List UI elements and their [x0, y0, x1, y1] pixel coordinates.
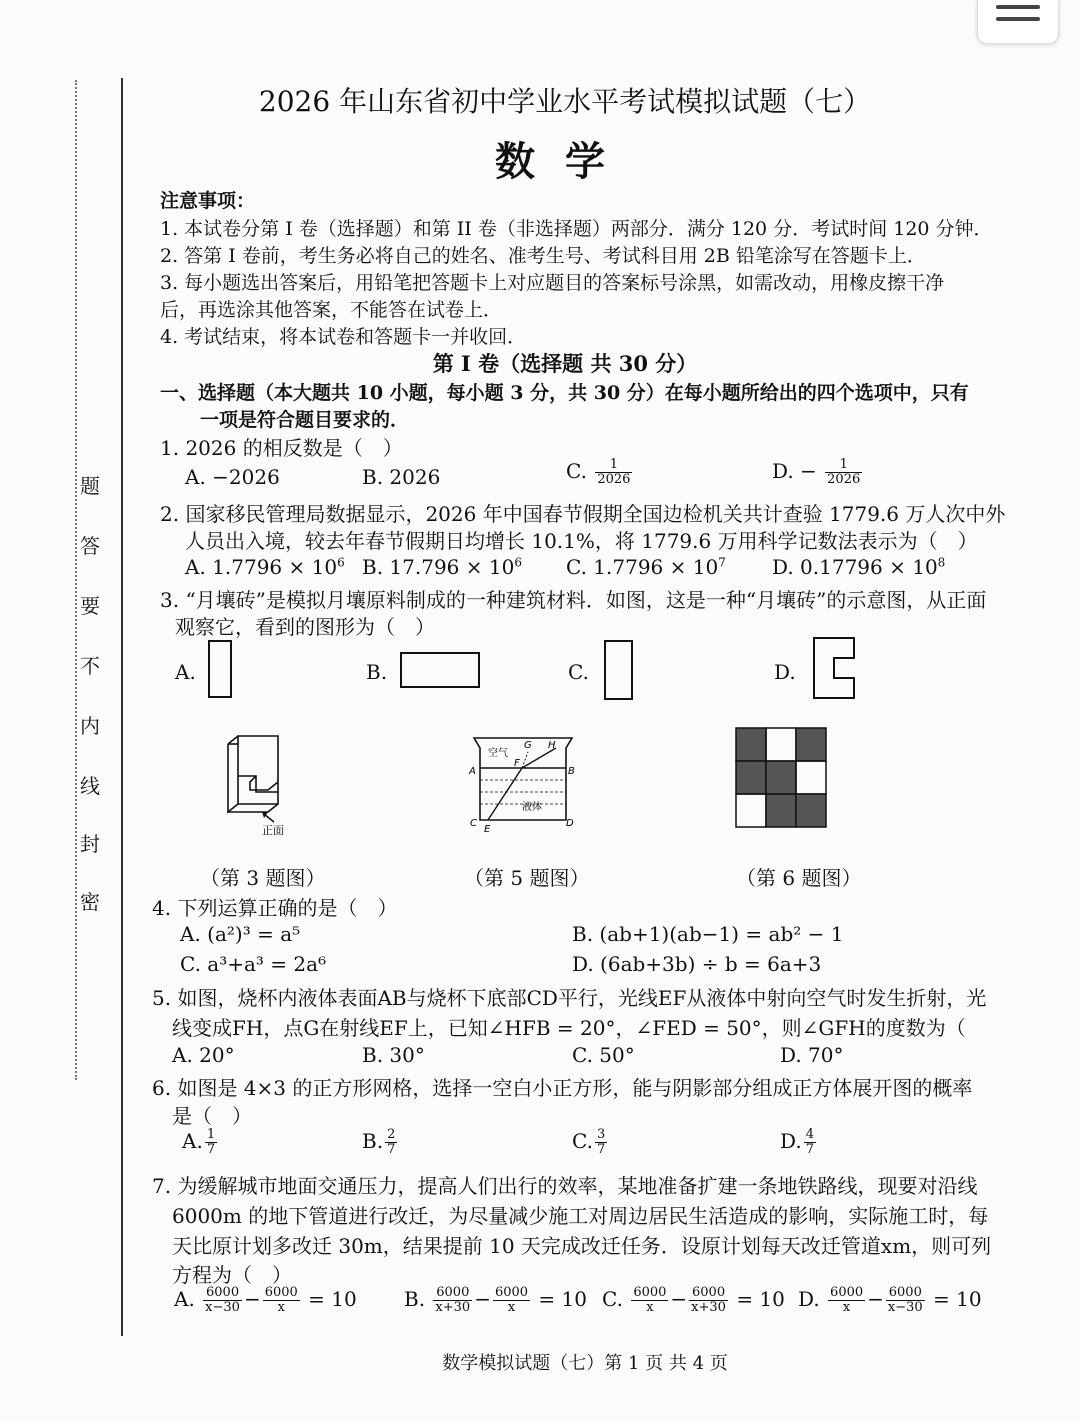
section-title: 第 I 卷（选择题 共 30 分）	[432, 351, 698, 376]
q2-d-base: D. 0.17796 × 10	[772, 555, 938, 579]
numerator: 6000	[494, 1285, 529, 1300]
q3-option-a[interactable]	[175, 660, 196, 684]
q2-a-base: A. 1.7796 × 10	[185, 555, 338, 579]
q2-b-base: B. 17.796 × 10	[362, 555, 515, 579]
figure-6-grid	[734, 726, 830, 828]
fraction	[825, 458, 862, 487]
grid-cell-shaded	[796, 728, 826, 761]
q6-c-prefix: C.	[572, 1129, 593, 1153]
binding-char: 答	[80, 534, 100, 558]
q2-stem-line: 人员出入境，较去年春节假期日均增长 10.1%，将 1779.6 万用科学记数法表示为（ ）	[185, 529, 978, 553]
q7-c-prefix: C.	[602, 1287, 623, 1311]
binding-char: 要	[80, 594, 100, 618]
q5-stem-line: 5. 如图，烧杯内液体表面AB与烧杯下底部CD平行，光线EF从液体中射向空气时发生折射，光	[152, 986, 987, 1010]
q2-option-b[interactable]	[362, 555, 522, 579]
q2-option-a[interactable]	[185, 555, 345, 579]
q6-d-prefix: D.	[780, 1129, 802, 1153]
figure-6-caption: （第 6 题图）	[736, 866, 862, 890]
numerator: 6000	[433, 1286, 472, 1301]
grid-cell-shaded	[766, 794, 796, 827]
q3-option-d[interactable]	[774, 660, 796, 684]
q7-option-d[interactable]: D. $\frac{6000}{x}$ − $\frac{6000}{x-30}$ = 10	[798, 1285, 982, 1315]
grid-cell	[796, 761, 826, 794]
fraction	[385, 1128, 397, 1157]
q4-option-a[interactable]: A. (a²)³ = a⁵	[180, 922, 301, 946]
q3-d-shape	[812, 636, 858, 702]
numerator: 2	[387, 1127, 396, 1142]
q1-option-b[interactable]: B. 2026	[362, 465, 441, 489]
q3-a-shape	[208, 640, 234, 700]
q7-stem-line: 天比原计划多改迁 30m，结果提前 10 天完成改迁任务．设原计划每天改迁管道xm，则可列	[172, 1234, 992, 1258]
figure-3-front-label: 正面	[262, 824, 284, 837]
denominator: x+30	[435, 1300, 471, 1315]
fraction	[595, 458, 632, 487]
subject-title: 数学	[495, 138, 635, 185]
binding-char: 封	[80, 832, 100, 856]
q7-option-b[interactable]: B. $\frac{6000}{x+30}$ − $\frac{6000}{x}$ = 10	[404, 1285, 587, 1315]
q7-stem-line: 7. 为缓解城市地面交通压力，提高人们出行的效率，某地准备扩建一条地铁路线，现要对沿线	[152, 1174, 978, 1198]
fraction	[263, 1286, 300, 1315]
q5-option-c[interactable]: C. 50°	[572, 1043, 635, 1067]
q3-c-label: C.	[568, 660, 589, 684]
q7-a-rhs: = 10	[308, 1287, 357, 1311]
fraction	[433, 1286, 472, 1315]
q4-option-b[interactable]: B. (ab+1)(ab−1) = ab² − 1	[572, 922, 844, 946]
menu-bar	[996, 17, 1040, 21]
figure-3-brick	[222, 732, 292, 840]
section-instruction: 一项是符合题目要求的．	[200, 409, 410, 431]
exponent: 7	[718, 555, 726, 570]
exam-title: 2026 年山东省初中学业水平考试模拟试题（七）	[258, 85, 872, 118]
binding-margin	[0, 0, 130, 1422]
q6-a-prefix: A.	[182, 1129, 203, 1153]
figure-5-beaker	[466, 734, 582, 836]
fraction	[886, 1286, 925, 1315]
denominator: x	[507, 1300, 516, 1315]
fig5-point-h: H	[548, 740, 556, 751]
q6-option-d[interactable]	[780, 1128, 818, 1157]
q3-a-label: A.	[175, 660, 196, 684]
q1-d-prefix: D. −	[772, 459, 817, 483]
q1-stem: 1. 2026 的相反数是（ ）	[160, 436, 403, 460]
fraction	[804, 1128, 816, 1157]
q1-c-prefix: C.	[566, 459, 587, 483]
q6-b-prefix: B.	[362, 1129, 384, 1153]
notes-heading: 注意事项：	[160, 190, 256, 212]
q7-b-prefix: B.	[404, 1287, 426, 1311]
q2-c-base: C. 1.7796 × 10	[566, 555, 719, 579]
q7-d-rhs: = 10	[933, 1287, 982, 1311]
q3-d-label: D.	[774, 660, 796, 684]
binding-char: 内	[80, 714, 100, 738]
numerator: 6000	[830, 1285, 864, 1300]
menu-button[interactable]	[977, 0, 1059, 44]
figure-3-caption: （第 3 题图）	[200, 866, 326, 890]
binding-dotted-line	[75, 80, 77, 1080]
denominator: x	[277, 1300, 285, 1315]
q3-b-shape	[400, 652, 482, 690]
denominator: x	[842, 1300, 851, 1315]
fig5-point-e: E	[484, 824, 491, 835]
page-footer: 数学模拟试题（七）第 1 页 共 4 页	[442, 1353, 728, 1374]
menu-bar	[996, 5, 1040, 9]
fig5-air-label: 空气	[488, 748, 508, 759]
grid-cell	[736, 794, 766, 827]
fraction	[595, 1128, 607, 1157]
fig5-point-a: A	[469, 766, 476, 777]
fraction	[631, 1286, 668, 1315]
note-item: 4. 考试结束，将本试卷和答题卡一并收回．	[160, 326, 527, 348]
denominator: 2026	[597, 472, 631, 487]
q7-c-rhs: = 10	[736, 1287, 785, 1311]
denominator: x−30	[887, 1300, 923, 1315]
numerator: 6000	[886, 1286, 925, 1301]
numerator: 6000	[264, 1285, 298, 1300]
grid-cell-shaded	[736, 761, 766, 794]
fig5-point-d: D	[566, 818, 574, 829]
q4-stem: 4. 下列运算正确的是（ ）	[152, 896, 398, 920]
denominator: 7	[387, 1142, 396, 1157]
note-item: 2. 答第 I 卷前，考生务必将自己的姓名、准考生号、考试科目用 2B 铅笔涂写在答题卡上．	[160, 245, 926, 267]
numerator: 1	[206, 1127, 216, 1142]
grid-cell-shaded	[796, 794, 826, 827]
q3-option-b[interactable]	[366, 660, 387, 684]
numerator: 3	[596, 1127, 606, 1142]
q6-stem-line: 是（ ）	[172, 1104, 252, 1128]
fig5-point-c: C	[470, 818, 477, 829]
denominator: 7	[805, 1142, 814, 1157]
q2-option-c[interactable]	[566, 555, 726, 579]
q7-option-a[interactable]: A. $\frac{6000}{x-30}$ − $\frac{6000}{x}$ = 10	[174, 1285, 357, 1315]
q4-option-c[interactable]: C. a³+a³ = 2a⁶	[180, 952, 327, 976]
q1-option-c[interactable]	[566, 458, 634, 487]
q7-stem-line: 6000m 的地下管道进行改迁，为尽量减少施工对周边居民生活造成的影响，实际施工时，每	[172, 1204, 989, 1228]
fig5-point-g: G	[524, 740, 532, 751]
q5-option-d[interactable]: D. 70°	[780, 1043, 844, 1067]
note-item: 后，再选涂其他答案，不能答在试卷上．	[160, 299, 503, 321]
grid-cell-shaded	[736, 728, 766, 761]
q6-option-c[interactable]	[572, 1128, 609, 1157]
q3-b-label: B.	[366, 660, 388, 684]
fig5-point-f: F	[514, 758, 520, 769]
fraction	[828, 1286, 865, 1315]
q2-stem-line: 2. 国家移民管理局数据显示，2026 年中国春节假期全国边检机关共计查验 1779.6 万人次中外	[160, 502, 1006, 526]
q7-stem-line: 方程为（ ）	[172, 1263, 292, 1287]
fraction	[203, 1286, 242, 1315]
numerator: 1	[595, 458, 632, 473]
binding-line	[121, 78, 123, 1336]
q6-stem-line: 6. 如图是 4×3 的正方形网格，选择一空白小正方形，能与阴影部分组成正方体展开图的概率	[152, 1076, 973, 1100]
q7-d-prefix: D.	[798, 1287, 820, 1311]
q5-option-b[interactable]: B. 30°	[362, 1043, 425, 1067]
denominator: 7	[206, 1142, 216, 1157]
q5-stem-line: 线变成FH，点G在射线EF上，已知∠HFB = 20°，∠FED = 50°，则∠GFH的度数为（	[172, 1016, 966, 1040]
q7-option-c[interactable]: C. $\frac{6000}{x}$ − $\frac{6000}{x+30}$ = 10	[602, 1285, 785, 1315]
fig5-point-b: B	[568, 766, 575, 777]
q3-c-shape	[604, 640, 634, 702]
q1-option-d[interactable]	[772, 458, 864, 487]
numerator: 6000	[203, 1286, 242, 1301]
q4-option-d[interactable]: D. (6ab+3b) ÷ b = 6a+3	[572, 952, 822, 976]
fig5-liquid-label: 液体	[522, 802, 542, 813]
q6-option-b[interactable]	[362, 1128, 399, 1157]
numerator: 4	[805, 1127, 814, 1142]
figure-5-caption: （第 5 题图）	[464, 866, 590, 890]
binding-char: 密	[80, 890, 100, 914]
denominator: x+30	[691, 1300, 726, 1315]
q3-stem-line: 观察它，看到的图形为（ ）	[175, 615, 435, 639]
grid-cell	[766, 728, 796, 761]
grid-cell-shaded	[766, 761, 796, 794]
numerator: 6000	[633, 1285, 667, 1300]
fraction	[493, 1286, 530, 1315]
denominator: x	[646, 1300, 654, 1315]
denominator: 2026	[827, 472, 861, 487]
q6-option-a[interactable]	[182, 1128, 219, 1157]
denominator: 7	[596, 1142, 606, 1157]
q3-stem-line: 3. “月壤砖”是模拟月壤原料制成的一种建筑材料．如图，这是一种“月壤砖”的示意图，从正面	[160, 588, 987, 612]
binding-char: 不	[80, 654, 100, 678]
numerator: 6000	[689, 1286, 728, 1301]
note-item: 3. 每小题选出答案后，用铅笔把答题卡上对应题目的答案标号涂黑，如需改动，用橡皮擦干净	[160, 272, 945, 294]
q7-a-prefix: A.	[174, 1287, 195, 1311]
denominator: x−30	[205, 1300, 240, 1315]
exponent: 6	[337, 555, 345, 570]
exponent: 6	[514, 555, 522, 570]
q2-option-d[interactable]	[772, 555, 945, 579]
q1-option-a[interactable]: A. −2026	[185, 465, 280, 489]
section-instruction: 一、选择题（本大题共 10 小题，每小题 3 分，共 30 分）在每小题所给出的四个选项中，只有	[160, 382, 969, 404]
q3-option-c[interactable]	[568, 660, 589, 684]
note-item: 1. 本试卷分第 I 卷（选择题）和第 II 卷（非选择题）两部分．满分 120 分．考试时间 120 分钟．	[160, 218, 993, 240]
numerator: 1	[825, 458, 862, 473]
binding-char: 题	[80, 474, 100, 498]
q5-option-a[interactable]: A. 20°	[172, 1043, 235, 1067]
fraction	[689, 1286, 728, 1315]
q7-b-rhs: = 10	[538, 1287, 587, 1311]
binding-char: 线	[80, 774, 100, 798]
fraction	[205, 1128, 217, 1157]
exponent: 8	[937, 555, 946, 570]
